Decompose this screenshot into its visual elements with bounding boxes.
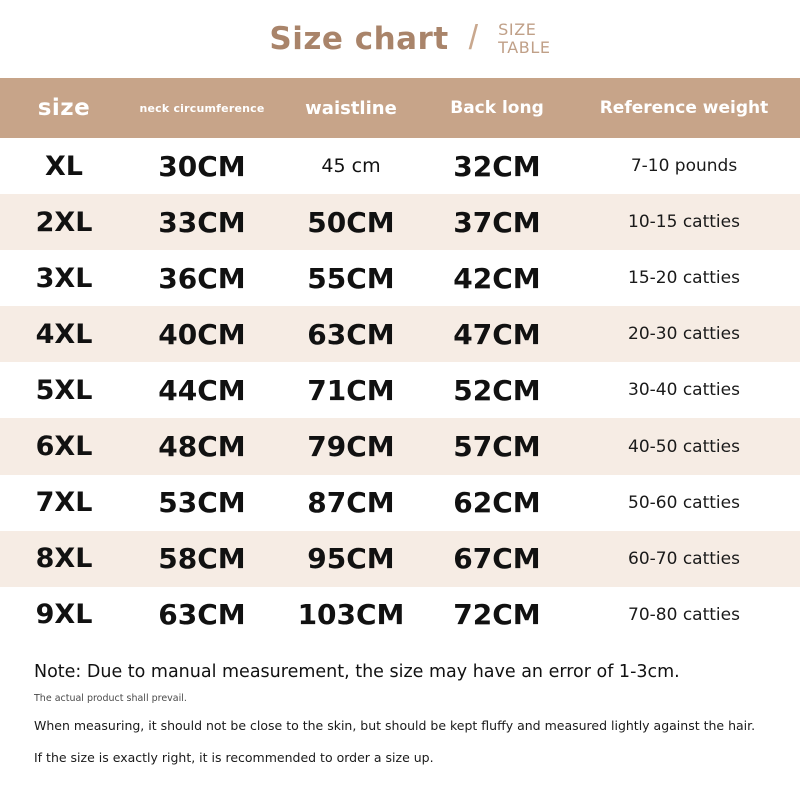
cell-back: 67CM (453, 542, 541, 576)
cell-size: 5XL (35, 374, 93, 406)
cell-size: 2XL (35, 206, 93, 238)
size-table (0, 78, 800, 643)
cell-waist: 45 cm (321, 155, 381, 178)
header-separator: / (468, 18, 479, 57)
cell-neck: 58CM (158, 542, 246, 576)
cell-back: 37CM (453, 205, 541, 239)
note-actual-product: The actual product shall prevail. (34, 693, 187, 705)
note-measurement-error: Note: Due to manual measurement, the size may have an error of 1-3cm. (34, 661, 680, 682)
size-table-body (0, 138, 800, 643)
cell-size: 7XL (35, 487, 93, 519)
cell-back: 52CM (453, 373, 541, 407)
cell-weight: 7-10 pounds (630, 156, 738, 177)
cell-back: 62CM (453, 486, 541, 520)
cell-back: 47CM (453, 317, 541, 351)
column-header-waist: waistline (305, 97, 397, 119)
cell-weight: 15-20 catties (628, 268, 740, 289)
cell-neck: 36CM (158, 261, 246, 295)
cell-weight: 60-70 catties (628, 548, 740, 569)
cell-size: 8XL (35, 543, 93, 575)
table-row (0, 418, 800, 474)
table-header-row (0, 78, 800, 138)
column-header-weight: Reference weight (599, 98, 769, 118)
cell-waist: 95CM (307, 542, 395, 576)
cell-neck: 40CM (158, 317, 246, 351)
cell-weight: 10-15 catties (628, 212, 740, 233)
header-subtitle-line2: TABLE (498, 38, 551, 57)
size-table-head (0, 78, 800, 138)
table-row (0, 194, 800, 250)
table-row (0, 587, 800, 643)
cell-weight: 30-40 catties (628, 380, 740, 401)
page-header (0, 0, 800, 78)
table-row (0, 138, 800, 194)
cell-neck: 44CM (158, 373, 246, 407)
cell-waist: 55CM (307, 261, 395, 295)
cell-neck: 30CM (158, 149, 246, 183)
cell-waist: 71CM (307, 373, 395, 407)
cell-weight: 20-30 catties (628, 324, 740, 345)
cell-back: 32CM (453, 149, 541, 183)
cell-waist: 79CM (307, 430, 395, 464)
note-measuring-tip: When measuring, it should not be close to the skin, but should be kept fluffy and measured lightly against the hair. (34, 718, 756, 734)
cell-waist: 50CM (307, 205, 395, 239)
table-row (0, 250, 800, 306)
cell-size: 9XL (35, 599, 93, 631)
cell-size: 4XL (35, 318, 93, 350)
header-subtitle-line1: SIZE (498, 20, 537, 40)
table-row (0, 306, 800, 362)
cell-waist: 63CM (307, 317, 395, 351)
cell-back: 72CM (453, 598, 541, 632)
cell-neck: 63CM (158, 598, 246, 632)
header-inner (269, 20, 550, 59)
cell-neck: 48CM (158, 430, 246, 464)
cell-size: 6XL (35, 431, 93, 463)
table-row (0, 362, 800, 418)
column-header-neck: neck circumference (139, 101, 265, 115)
table-row (0, 475, 800, 531)
table-row (0, 531, 800, 587)
notes-section (0, 643, 800, 766)
cell-weight: 70-80 catties (628, 604, 740, 625)
cell-weight: 50-60 catties (628, 492, 740, 513)
cell-neck: 53CM (158, 486, 246, 520)
cell-weight: 40-50 catties (628, 436, 740, 457)
cell-size: XL (44, 150, 84, 182)
column-header-size: size (37, 95, 91, 121)
cell-back: 42CM (453, 261, 541, 295)
page-title: Size chart (269, 21, 449, 57)
cell-back: 57CM (453, 430, 541, 464)
cell-neck: 33CM (158, 205, 246, 239)
cell-waist: 103CM (297, 598, 405, 632)
header-subtitle (498, 21, 550, 57)
cell-waist: 87CM (307, 486, 395, 520)
note-size-up-tip: If the size is exactly right, it is recommended to order a size up. (34, 750, 434, 766)
cell-size: 3XL (35, 262, 93, 294)
column-header-back: Back long (450, 98, 544, 118)
